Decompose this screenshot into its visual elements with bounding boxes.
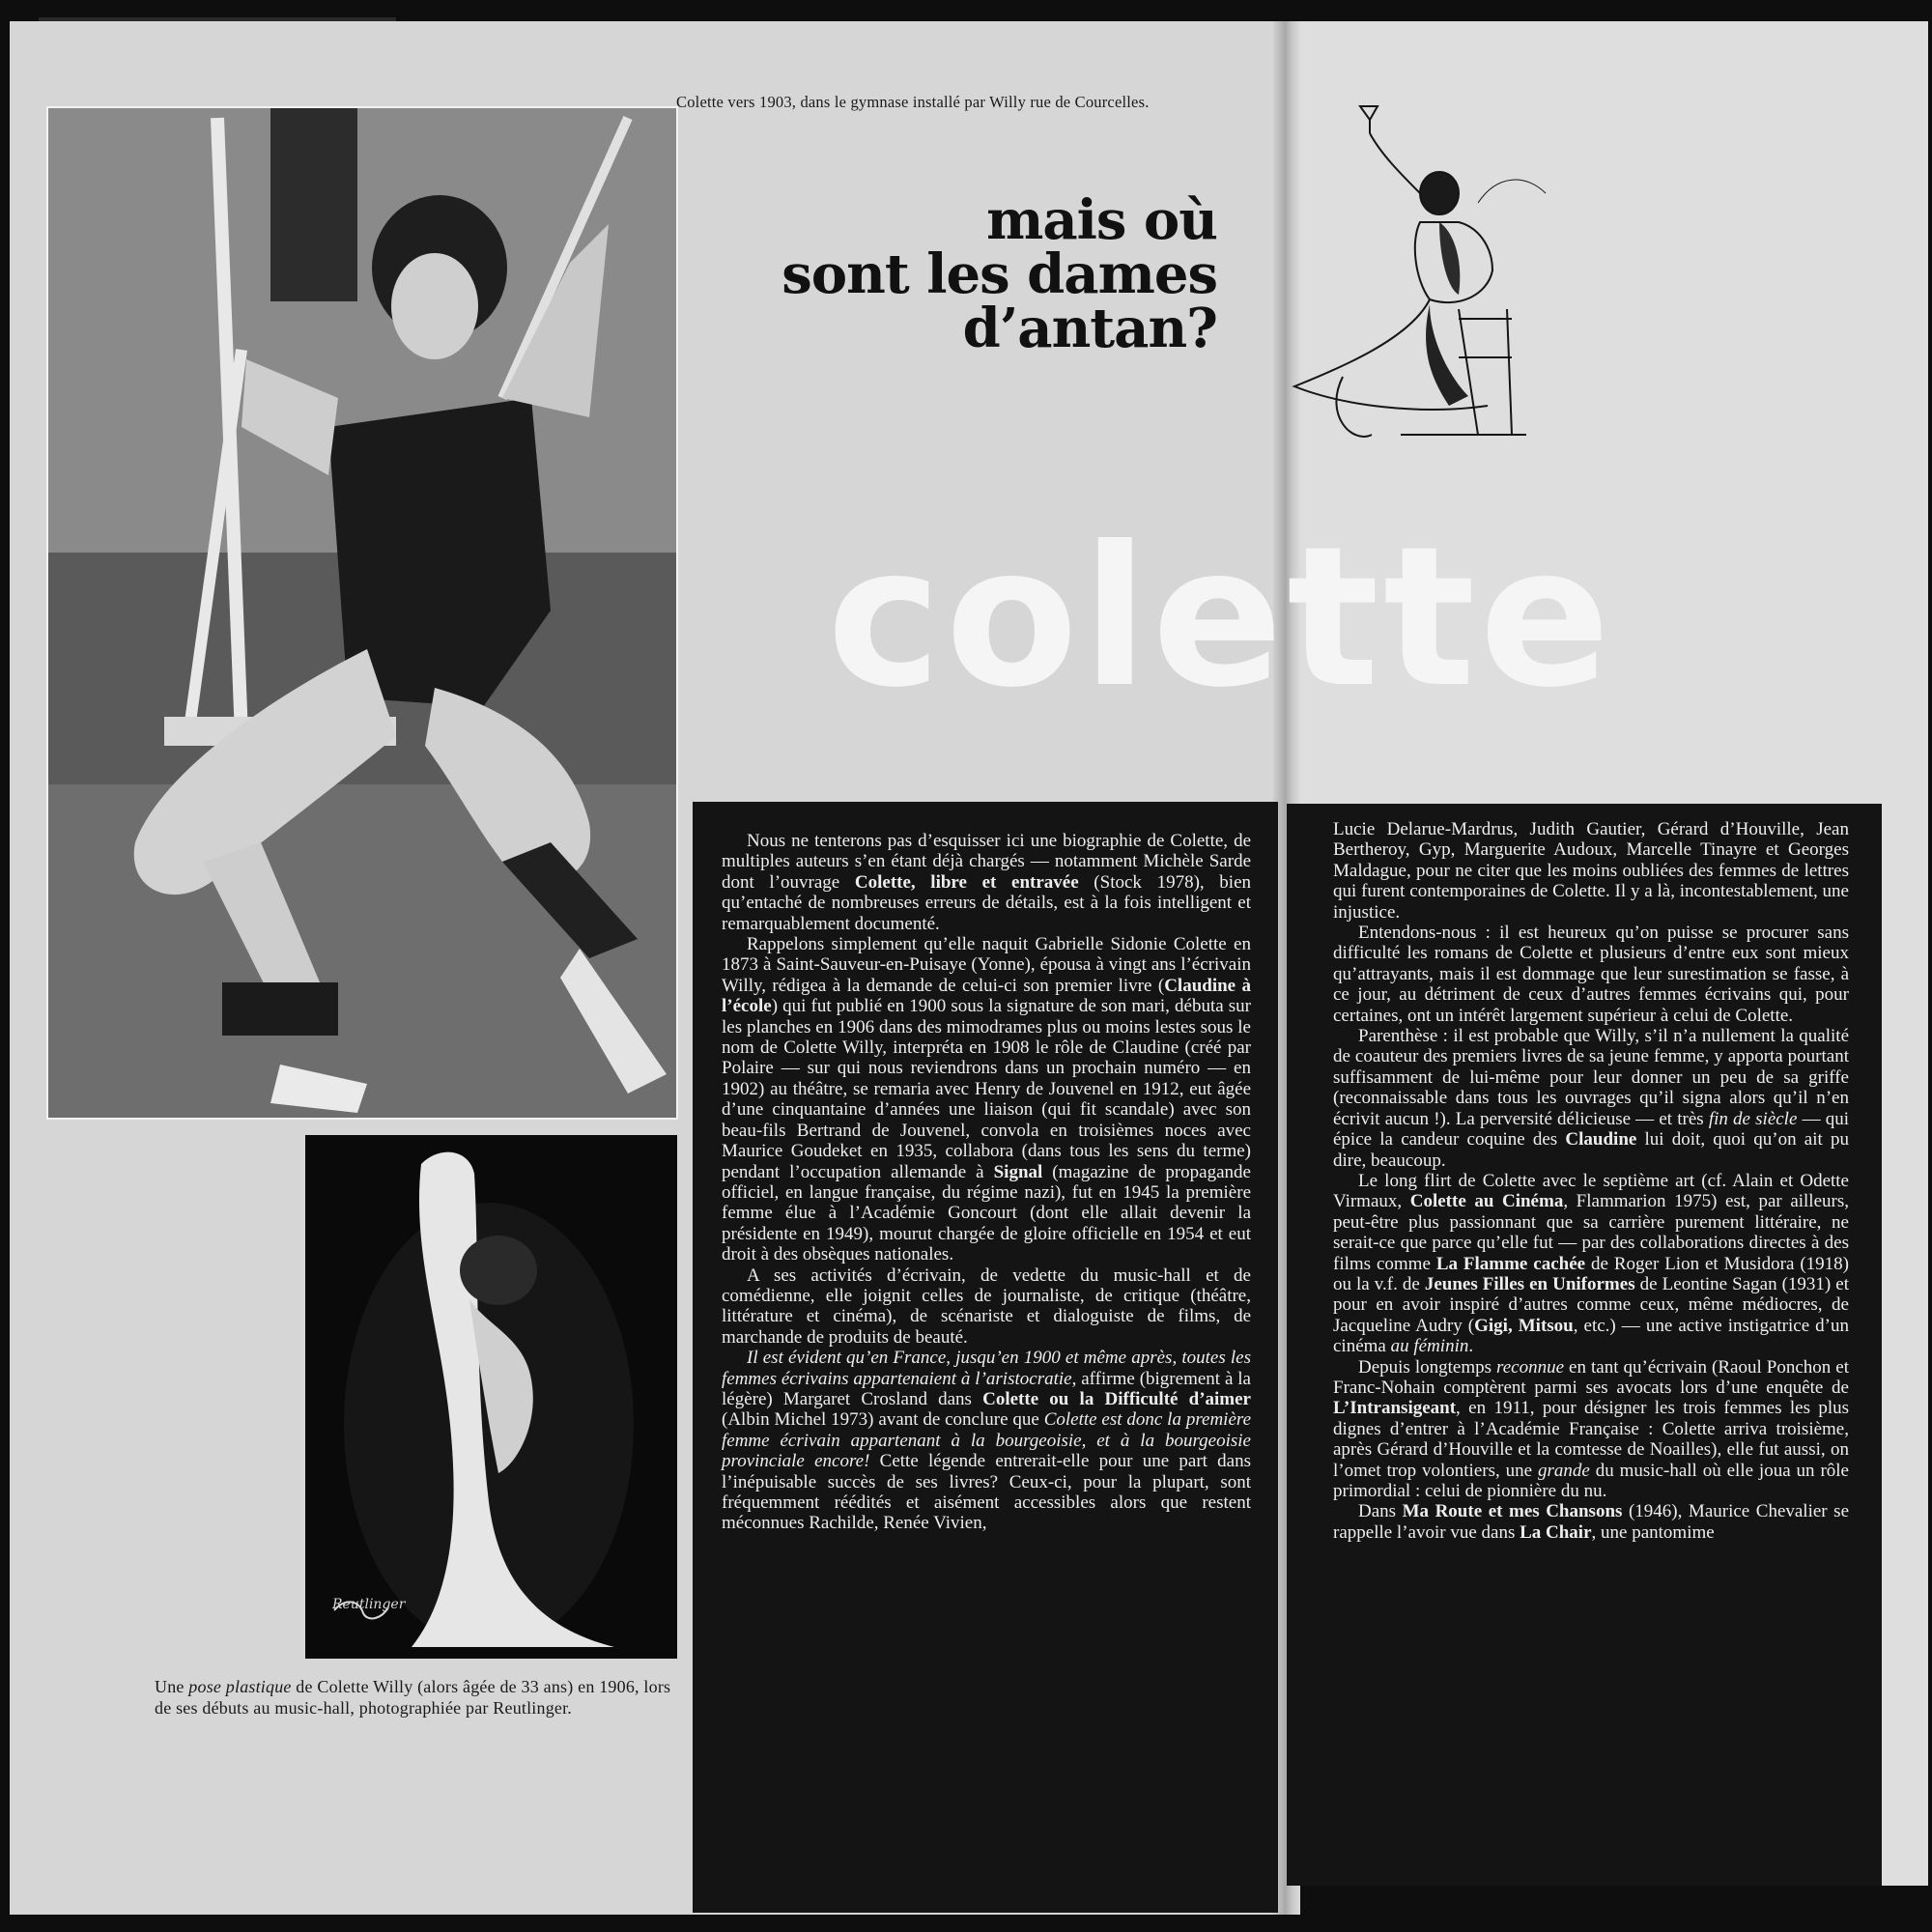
paragraph xyxy=(1333,1026,1849,1171)
text-column-left xyxy=(693,802,1278,1913)
emphasis: reconnue xyxy=(1496,1356,1565,1378)
text-run: Cette légende entrerait-elle pour une part dans l’inépuisable succès de ses livres? Ceux-ci, pour la plupart, sont fréquemment réédités et aisément accessibles alors que restent méconnues Rachilde, Renée Vivien, xyxy=(722,1451,1252,1534)
paragraph xyxy=(1333,1171,1849,1357)
text-run: de Leontine Sagan (1931) et pour en avoir inspiré d’autres comme ceux, même médiocres, de Jacqueline Audry ( xyxy=(1333,1273,1849,1336)
illustration-woman-toasting xyxy=(1285,87,1575,464)
text-run: — qui épice la candeur coquine des xyxy=(1333,1108,1850,1151)
book-title: Claudine xyxy=(1565,1129,1637,1151)
book-title: Colette, libre et entravée xyxy=(854,871,1079,893)
paragraph xyxy=(1333,1501,1849,1543)
paragraph xyxy=(722,831,1251,934)
text-run: (Stock 1978), bien qu’entaché de nombreuses erreurs de détails, est à la fois intelligent et remarquablement documenté. xyxy=(722,871,1252,934)
magazine-title: Signal xyxy=(993,1161,1043,1182)
paragraph xyxy=(722,934,1251,1265)
emphasis: grande xyxy=(1537,1460,1590,1481)
text-run: (1946), Maurice Chevalier se rappelle l’avoir vue dans xyxy=(1333,1501,1850,1543)
text-run: (Albin Michel 1973) avant de conclure que xyxy=(722,1409,1044,1431)
photo-colette-trapeze xyxy=(46,106,678,1120)
trapeze-photo-illustration xyxy=(48,108,676,1118)
text-run: , affirme (bigrement à la légère) Margaret Crosland dans xyxy=(722,1368,1251,1409)
text-run: (magazine de propagande officiel, en langue française, du régime nazi), fut en 1945 la première femme élue à l’Académie Goncourt (dont elle allait devenir la présidente en 1949), mourut chargée de gloire officielle en 1954 et eut droit à des obsèques nationales. xyxy=(722,1161,1251,1265)
text-run: , etc.) — une active instigatrice d’un cinéma xyxy=(1333,1315,1850,1357)
text-run: , en 1911, pour désigner les trois femmes les plus dignes d’entrer à l’Académie Française : Colette arriva troisième, après Gérard d’Houville et la comtesse de Noailles), elle fut aussi, on l’omet trop volontiers, une xyxy=(1333,1398,1849,1481)
emphasis: au féminin xyxy=(1390,1336,1469,1357)
book-title: Claudine à l’école xyxy=(722,975,1252,1017)
headline-line-2: sont les dames xyxy=(781,242,1217,306)
photo-pose-plastique xyxy=(305,1135,677,1659)
text-run: du music-hall où elle joua un rôle primordial : celui de pionnière du nu. xyxy=(1333,1460,1849,1501)
text-run: Parenthèse : il est probable que Willy, s’il n’a nullement la qualité de coauteur des premiers livres de sa jeune femme, y apporta pourtant suffisamment de lui-même pour leur donner un peu de sa griffe (reconnaissable dans tous les ouvrages qu’il signa alors qu’il n’en écrivit aucun !). La perversité délicieuse — et très xyxy=(1333,1026,1849,1129)
caption-bottom-photo xyxy=(155,1676,681,1719)
caption-bottom-pre: Une xyxy=(155,1677,189,1696)
text-run: lui doit, quoi qu’on ait pu dire, beaucoup. xyxy=(1333,1129,1850,1171)
text-run: Dans xyxy=(1358,1501,1403,1522)
photographer-signature: Reutlinger xyxy=(332,1597,406,1612)
headline-line-3: d’antan? xyxy=(962,297,1217,360)
caption-bottom-post: de Colette Willy (alors âgée de 33 ans) en 1906, lors de ses débuts au music-hall, photographiée par Reutlinger. xyxy=(155,1677,671,1718)
book-title: Ma Route et mes Chansons xyxy=(1402,1501,1623,1522)
headline-line-1: mais où xyxy=(986,188,1217,252)
film-title: Gigi, Mitsou xyxy=(1474,1315,1574,1336)
text-run: Rappelons simplement qu’elle naquit Gabrielle Sidonie Colette en 1873 à Saint-Sauveur-en-Puisaye (Yonne), épousa à vingt ans l’écrivain Willy, rédigea à la demande de celui-ci son premier livre ( xyxy=(722,934,1251,996)
film-title: Jeunes Filles en Uniformes xyxy=(1424,1273,1635,1294)
film-title: La Flamme cachée xyxy=(1435,1253,1586,1274)
book-title: Colette ou la Difficulté d’aimer xyxy=(982,1388,1251,1409)
text-run: Nous ne tenterons pas d’esquisser ici une biographie de Colette, de multiples auteurs s’en étant déjà chargés — notamment Michèle Sarde dont l’ouvrage xyxy=(722,831,1251,893)
text-run: en tant qu’écrivain (Raoul Ponchon et Franc-Nohain comptèrent parmi ses avocats lors d’une enquête de xyxy=(1333,1356,1849,1398)
emphasis: fin de siècle xyxy=(1708,1108,1798,1129)
pose-plastique-illustration xyxy=(305,1135,677,1659)
text-run: Le long flirt de Colette avec le septième art (cf. Alain et Odette Virmaux, xyxy=(1333,1170,1849,1212)
quote: Il est évident qu’en France, jusqu’en 1900 et même après, toutes les femmes écrivains appartenaient à l’aristocratie xyxy=(722,1348,1251,1389)
book-title: Colette au Cinéma xyxy=(1409,1191,1564,1212)
text-run: de Roger Lion et Musidora (1918) ou la v.f. de xyxy=(1333,1253,1850,1294)
text-run: ) qui fut publié en 1900 sous la signature de son mari, débuta sur les planches en 1906 dans des mimodrames plus ou moins lestes sous le nom de Colette Willy, interpréta en 1908 le rôle de Claudine (créé par Polaire — sur qui nous reviendrons dans un prochain numéro — en 1902) au théâtre, se remaria avec Henry de Jouvenel en 1912, eut âgée d’une cinquantaine d’années une liaison (qui fit scandale) avec son beau-fils Bertrand de Jouvenel, convola en troisièmes noces avec Maurice Goudeket en 1935, collabora (dans tous les sens du terme) pendant l’occupation allemande à xyxy=(722,996,1251,1182)
newspaper-title: L’Intransigeant xyxy=(1333,1398,1457,1419)
quote: Colette est donc la première femme écrivain appartenant à la bourgeoisie, et à la bourgeoisie provinciale encore! xyxy=(722,1409,1251,1472)
caption-top-photo: Colette vers 1903, dans le gymnase installé par Willy rue de Courcelles. xyxy=(676,93,1150,111)
text-run: , Flammarion 1975) est, par ailleurs, peut-être plus passionnant que sa carrière purement littéraire, ne serait-ce que parce qu’elle fut — par des collaborations directes à des films comme xyxy=(1333,1191,1849,1274)
text-run: . xyxy=(1468,1336,1474,1357)
article-headline xyxy=(676,188,1217,360)
paragraph: Lucie Delarue-Mardrus, Judith Gautier, Gérard d’Houville, Jean Bertheroy, Gyp, Marguerite Audoux, Marcelle Tinayre et Georges Maldague, pour ne citer que les moins oubliées des femmes de lettres qui furent contemporaines de Colette. Il y a là, incontestablement, une injustice. xyxy=(1333,819,1849,923)
caption-bottom-italic: pose plastique xyxy=(188,1677,292,1696)
paragraph: Entendons-nous : il est heureux qu’on puisse se procurer sans difficulté les romans de Colette et plusieurs d’entre eux sont mieux qu’attrayants, mais il est dommage que leur surestimation se fasse, à ce jour, au détriment de ceux d’autres femmes écrivains qui, pour certaines, ont un intérêt largement supérieur à celui de Colette. xyxy=(1333,923,1849,1026)
text-run: Depuis longtemps xyxy=(1358,1356,1497,1378)
paragraph xyxy=(1333,1357,1849,1502)
paragraph xyxy=(722,1348,1251,1534)
text-column-right xyxy=(1287,804,1882,1886)
text-run: , une pantomime xyxy=(1591,1521,1715,1543)
title-colette: colette xyxy=(827,505,1615,730)
toasting-woman-drawing xyxy=(1285,87,1575,464)
pantomime-title: La Chair xyxy=(1520,1521,1592,1543)
paragraph: A ses activités d’écrivain, de vedette du music-hall et de comédienne, elle joignit celles de journaliste, de critique (théâtre, littérature et cinéma), de scénariste et dialoguiste de films, de marchande de produits de beauté. xyxy=(722,1264,1251,1348)
